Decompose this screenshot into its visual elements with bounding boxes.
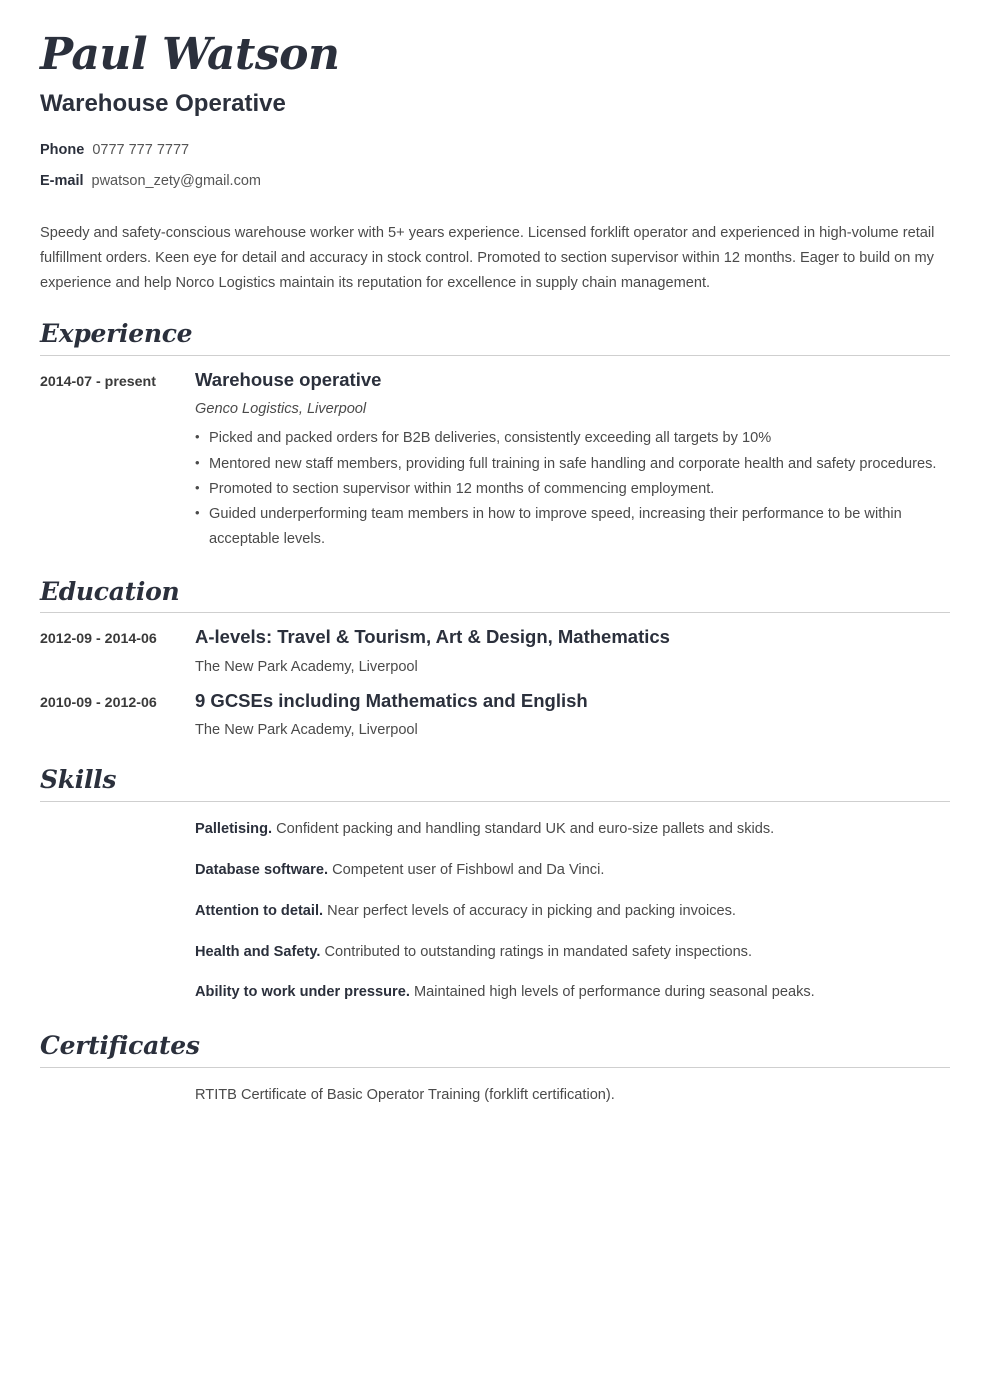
experience-entry bbox=[40, 368, 950, 552]
section-heading-certificates: Certificates bbox=[40, 1031, 200, 1061]
skill-description: Competent user of Fishbowl and Da Vinci. bbox=[332, 861, 605, 878]
list-item: • Mentored new staff members, providing full training in safe handling and corporate health and safety procedures. bbox=[195, 452, 949, 477]
contact-value-email: pwatson_zety@gmail.com bbox=[91, 173, 261, 190]
education-entry-date: 2012-09 - 2014-06 bbox=[40, 631, 157, 648]
contact-block bbox=[40, 142, 950, 191]
list-item: RTITB Certificate of Basic Operator Training (forklift certification). bbox=[195, 1086, 615, 1103]
education-entry-date: 2010-09 - 2012-06 bbox=[40, 695, 157, 712]
list-item bbox=[195, 982, 950, 1004]
skills-entry bbox=[40, 814, 950, 1004]
list-item bbox=[195, 901, 950, 923]
section-skills bbox=[40, 766, 950, 1004]
contact-row-email bbox=[40, 173, 950, 190]
skill-description: Near perfect levels of accuracy in picking and packing invoices. bbox=[327, 902, 736, 919]
section-education bbox=[40, 578, 950, 742]
list-item: • Picked and packed orders for B2B deliveries, consistently exceeding all targets by 10% bbox=[195, 426, 949, 451]
skill-name: Ability to work under pressure. bbox=[195, 984, 410, 1001]
education-entry-body bbox=[195, 625, 950, 678]
education-entry-title: A-levels: Travel & Tourism, Art & Design, Mathematics bbox=[195, 626, 670, 648]
section-divider-skills bbox=[40, 801, 950, 802]
skill-name: Palletising. bbox=[195, 820, 273, 837]
skill-name: Attention to detail. bbox=[195, 902, 324, 919]
list-item bbox=[195, 819, 950, 841]
certificates-entry bbox=[40, 1080, 950, 1107]
skill-name: Database software. bbox=[195, 861, 329, 878]
section-divider-education bbox=[40, 612, 950, 613]
education-entry bbox=[40, 689, 950, 742]
section-heading-skills: Skills bbox=[40, 765, 117, 795]
contact-label-email: E-mail bbox=[40, 173, 84, 190]
certificates-list bbox=[195, 1080, 950, 1107]
experience-bullet-list bbox=[195, 426, 950, 551]
professional-summary: Speedy and safety-conscious warehouse worker with 5+ years experience. Licensed forklift operator and experienced in high-volume retail fulfillment orders. Keen eye for detail and accuracy in stock control. Promoted to section supervisor within 12 months. Eager to build on my experience and help Norco Logistics maintain its reputation for excellence in supply chain management. bbox=[40, 224, 935, 291]
experience-entry-body bbox=[195, 368, 950, 552]
list-item bbox=[195, 942, 950, 964]
education-entry-title: 9 GCSEs including Mathematics and English bbox=[195, 690, 588, 712]
contact-value-phone: 0777 777 7777 bbox=[92, 141, 190, 158]
page-title: Paul Watson bbox=[40, 29, 340, 80]
section-experience bbox=[40, 320, 950, 552]
skill-description: Contributed to outstanding ratings in mandated safety inspections. bbox=[324, 943, 753, 960]
contact-row-phone bbox=[40, 142, 950, 159]
experience-entry-title: Warehouse operative bbox=[195, 368, 382, 390]
section-heading-experience: Experience bbox=[40, 319, 193, 349]
section-heading-education: Education bbox=[40, 576, 180, 606]
experience-entry-date: 2014-07 - present bbox=[40, 373, 156, 390]
job-title: Warehouse Operative bbox=[40, 90, 286, 118]
list-item: • Guided underperforming team members in how to improve speed, increasing their performance to be within acceptable levels. bbox=[195, 502, 949, 552]
skill-description: Maintained high levels of performance during seasonal peaks. bbox=[413, 984, 815, 1001]
contact-label-phone: Phone bbox=[40, 141, 85, 158]
education-entry-body bbox=[195, 689, 950, 742]
skills-list bbox=[195, 814, 950, 1004]
section-divider-certificates bbox=[40, 1067, 950, 1068]
education-entry bbox=[40, 625, 950, 678]
section-divider-experience bbox=[40, 355, 950, 356]
list-item: • Promoted to section supervisor within 12 months of commencing employment. bbox=[195, 477, 949, 502]
list-item bbox=[195, 860, 950, 882]
skill-name: Health and Safety. bbox=[195, 943, 321, 960]
skill-description: Confident packing and handling standard UK and euro-size pallets and skids. bbox=[276, 820, 775, 837]
section-certificates bbox=[40, 1032, 950, 1106]
education-entry-school: The New Park Academy, Liverpool bbox=[195, 658, 418, 675]
education-entry-school: The New Park Academy, Liverpool bbox=[195, 722, 418, 739]
experience-entry-company: Genco Logistics, Liverpool bbox=[195, 400, 367, 417]
